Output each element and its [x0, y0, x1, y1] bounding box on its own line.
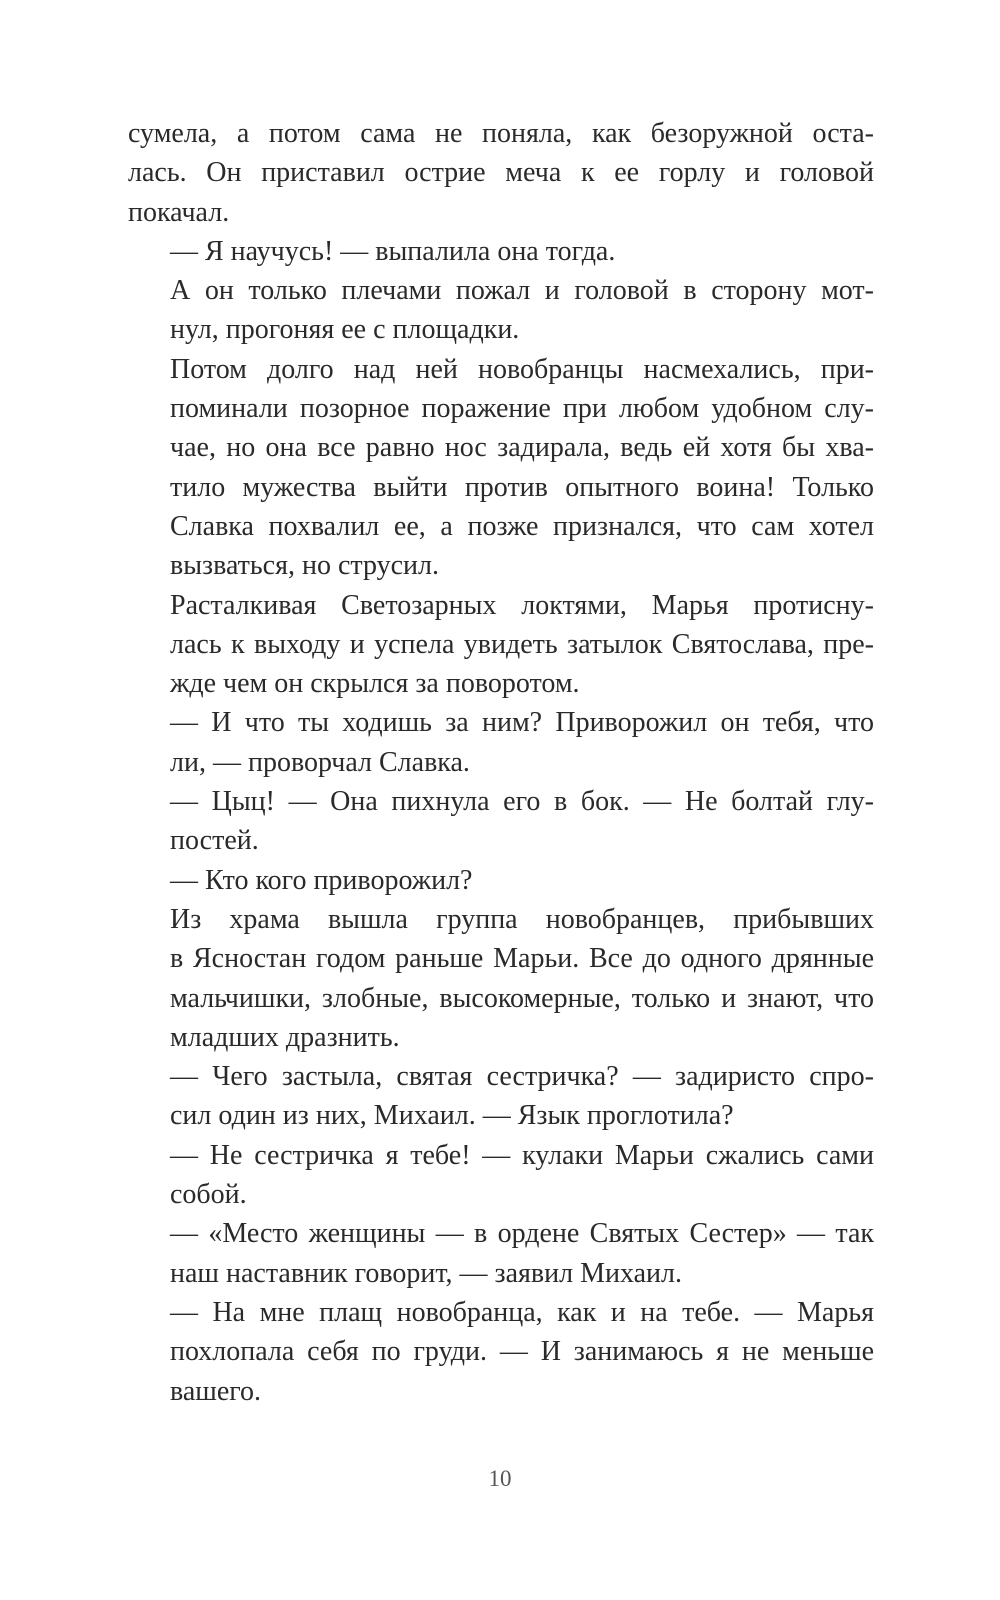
text-line: похлопала себя по груди. — И занимаюсь я не меньше: [170, 1336, 874, 1368]
text-line: — «Место женщины — в ордене Святых Сестер» — так: [170, 1218, 874, 1250]
text-line: А он только плечами пожал и головой в сторону мот-: [170, 275, 874, 307]
text-line: в Ясностан годом раньше Марьи. Все до одного дрянные: [170, 943, 874, 975]
text-line: — Цыц! — Она пихнула его в бок. — Не болтай глу-: [170, 786, 874, 818]
text-line: Потом долго над ней новобранцы насмехались, при-: [170, 353, 874, 385]
text-line: — Кто кого приворожил?: [170, 864, 473, 896]
text-line: Славка похвалил ее, а позже признался, что сам хотел: [170, 510, 874, 542]
text-line: вызваться, но струсил.: [170, 550, 439, 582]
paragraph: [128, 1136, 874, 1215]
paragraph: [128, 900, 874, 1057]
text-line: собой.: [170, 1179, 247, 1211]
paragraph: [128, 271, 874, 350]
text-line: Расталкивая Светозарных локтями, Марья протисну-: [170, 589, 874, 621]
text-line: наш наставник говорит, — заявил Михаил.: [170, 1257, 682, 1289]
text-line: сумела, а потом сама не поняла, как безоружной оста-: [128, 118, 874, 149]
text-line: покачал.: [128, 196, 230, 228]
paragraph: [128, 232, 874, 271]
text-line: младших дразнить.: [170, 1021, 400, 1053]
paragraph: [128, 1214, 874, 1293]
text-line: мальчишки, злобные, высокомерные, только и знают, что: [170, 982, 874, 1014]
text-line: поминали позорное поражение при любом удобном слу-: [170, 393, 874, 425]
paragraph: [128, 350, 874, 586]
text-line: нул, прогоняя ее с площадки.: [170, 314, 520, 346]
paragraph: [128, 703, 874, 782]
paragraph: [128, 1057, 874, 1136]
text-line: вашего.: [170, 1375, 262, 1407]
text-line: постей.: [170, 825, 259, 857]
text-line: тило мужества выйти против опытного воина! Только: [170, 471, 874, 503]
text-line: — Чего застыла, святая сестричка? — задиристо спро-: [170, 1061, 874, 1093]
text-line: ли, — проворчал Славка.: [170, 746, 470, 778]
text-line: — Не сестричка я тебе! — кулаки Марьи сжались сами: [170, 1139, 874, 1171]
text-line: сил один из них, Михаил. — Язык проглотила?: [170, 1100, 734, 1132]
text-line: — На мне плащ новобранца, как и на тебе. — Марья: [170, 1296, 874, 1328]
body-text: [128, 114, 874, 1411]
paragraph: [128, 1293, 874, 1411]
page-number: 10: [488, 1466, 512, 1491]
text-line: жде чем он скрылся за поворотом.: [170, 668, 580, 700]
paragraph: [128, 782, 874, 861]
text-line: чае, но она все равно нос задирала, ведь ей хотя бы хва-: [170, 432, 874, 464]
paragraph: [128, 861, 874, 900]
text-line: — Я научусь! — выпалила она тогда.: [170, 235, 616, 267]
paragraph: [128, 586, 874, 704]
text-line: лась. Он приставил острие меча к ее горлу и головой: [128, 157, 874, 189]
text-line: Из храма вышла группа новобранцев, прибывших: [170, 903, 874, 935]
text-line: — И что ты ходишь за ним? Приворожил он тебя, что: [170, 707, 874, 739]
paragraph: [128, 114, 874, 232]
text-line: лась к выходу и успела увидеть затылок Святослава, пре-: [170, 628, 874, 660]
